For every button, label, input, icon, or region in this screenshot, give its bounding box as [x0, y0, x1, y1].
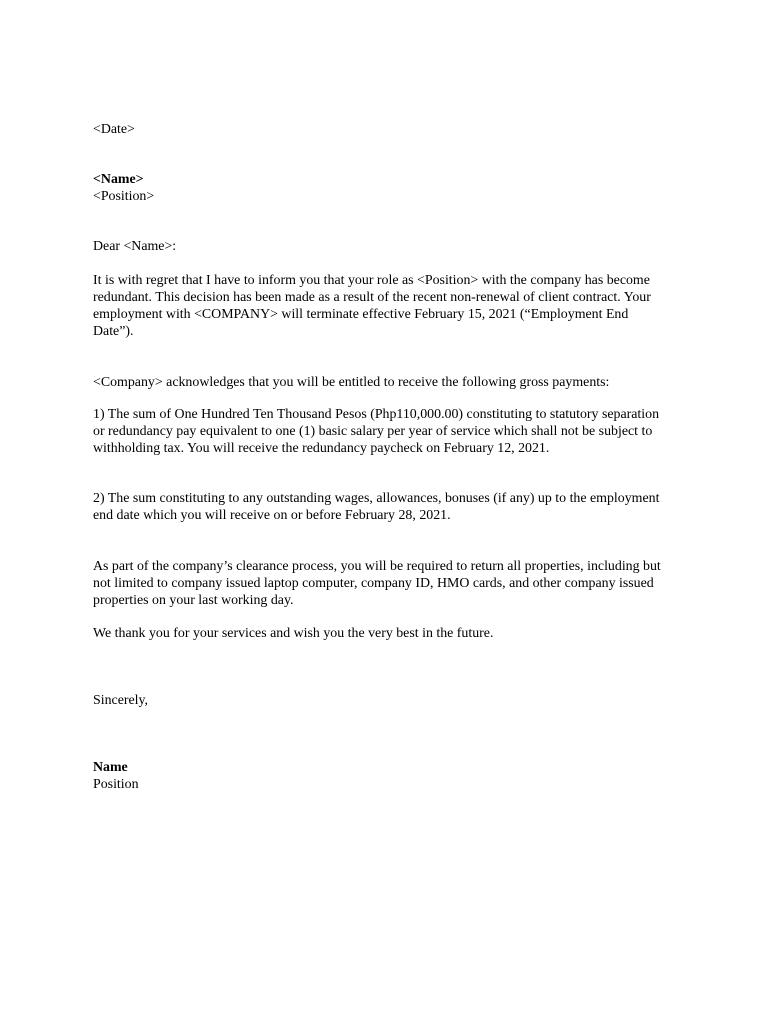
- salutation: Dear <Name>:: [93, 239, 177, 254]
- date-line: <Date>: [93, 122, 135, 137]
- list-item-outstanding-wages: 2) The sum constituting to any outstanding wages, allowances, bonuses (if any) up to the employment end date which you will receive on or before February 28, 2021.: [93, 491, 660, 523]
- paragraph-entitlement-intro: <Company> acknowledges that you will be entitled to receive the following gross payments:: [93, 375, 610, 390]
- sender-position: Position: [93, 777, 139, 792]
- closing: Sincerely,: [93, 693, 149, 708]
- list-item-severance-pay: 1) The sum of One Hundred Ten Thousand Pesos (Php110,000.00) constituting to statutory separation or redundancy pay equivalent to one (1) basic salary per year of service which shall not be subject to withholding tax. You will receive the redundancy paycheck on February 12, 2021.: [93, 407, 660, 456]
- recipient-position: <Position>: [93, 189, 155, 204]
- paragraph-thanks: We thank you for your services and wish you the very best in the future.: [93, 626, 494, 641]
- paragraph-redundancy-notice: It is with regret that I have to inform you that your role as <Position> with the company has become redundant. This decision has been made as a result of the recent non-renewal of client contract. Your employment with <COMPANY> will terminate effective February 15, 2021 (“Employment End Date”).: [93, 273, 651, 339]
- recipient-name: <Name>: [93, 172, 144, 187]
- sender-name: Name: [93, 760, 128, 775]
- paragraph-clearance-process: As part of the company’s clearance process, you will be required to return all properties, including but not limited to company issued laptop computer, company ID, HMO cards, and other company issued properties on your last working day.: [93, 559, 661, 608]
